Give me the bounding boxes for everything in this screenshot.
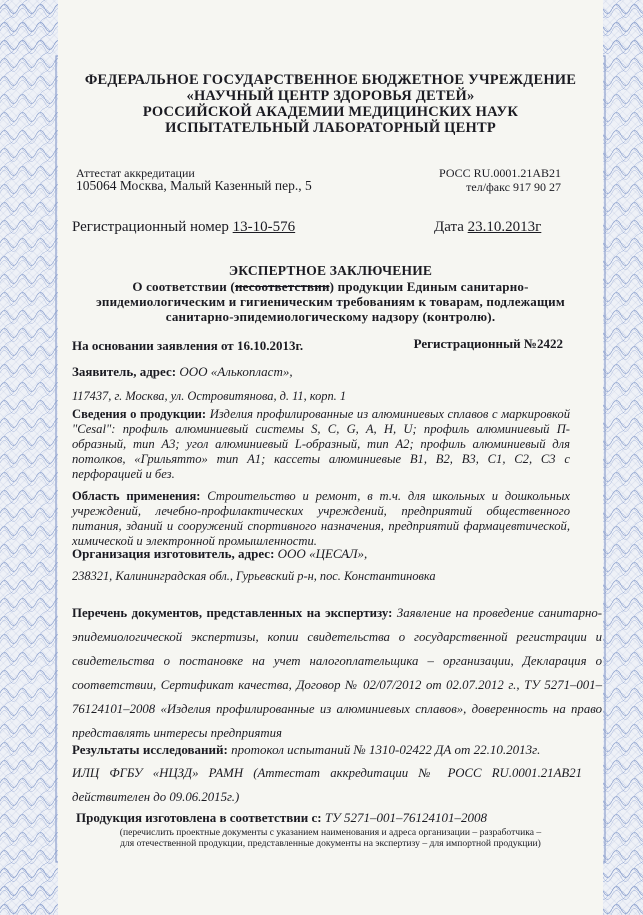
produced-label: Продукция изготовлена в соответствии с: (76, 810, 322, 825)
conclusion-subtitle-line2: эпидемиологическим и гигиеническим требованиям к товарам, подлежащим (96, 294, 565, 309)
registration-number-row (72, 219, 295, 236)
product-text: Изделия профилированные из алюминиевых сплавов с маркировкой "Cesal": профиль алюминиевый системы S, C, G, A, H, U; профиль алюминиевый П-образный, тип А3; угол алюминиевый L-образный, тип А2; профиль алюминиевый для потолков, «Грильятто» тип А1; кассеты алюминиевые В1, В2, В3, С1, С2, С3 с перфорацией и без. (72, 407, 571, 481)
manufacturer-name: ООО «ЦЕСАЛ», (277, 546, 368, 561)
applicant-label: Заявитель, адрес: (72, 364, 177, 379)
registration-number-label: Регистрационный номер (72, 219, 229, 235)
conclusion-sub-pre: О соответствии ( (132, 279, 235, 294)
results-lab-info (72, 761, 582, 809)
documents-text: Заявление на проведение санитарно-эпидемиологической экспертизы, копии свидетельства о государственной регистрации и свидетельства о постановке на учет налогоплательщика – организации, Декларация о соответствии, Сертификат качества, Договор № 02/07/2012 от 02.07.2012 г., ТУ 5271–001–76124101–2008 «Изделия профилированные из алюминиевых сплавов», доверенность на право представлять интересы предприятия (72, 606, 602, 740)
accreditation-label: Аттестат аккредитации (76, 166, 195, 180)
basis-text: На основании заявления от 16.10.2013г. (72, 338, 304, 353)
product-label: Сведения о продукции: (72, 407, 207, 421)
accreditation-number: РОСС RU.0001.21АВ21 (439, 166, 561, 180)
conclusion-subtitle-line1 (58, 279, 603, 295)
scope-info (72, 489, 570, 549)
org-name-line3: РОССИЙСКОЙ АКАДЕМИИ МЕДИЦИНСКИХ НАУК (142, 104, 519, 120)
results-text1: протокол испытаний № 1310-02422 ДА от 22.10.2013г. (231, 742, 541, 757)
manufacturer-address: 238321, Калининградская обл., Гурьевский р-н, пос. Константиновка (72, 569, 436, 583)
document-body (58, 0, 603, 915)
applicant-name: ООО «Алькопласт», (179, 364, 293, 379)
documents-label: Перечень документов, представленных на экспертизу: (72, 606, 393, 620)
documents-info (72, 601, 602, 745)
org-name-line1: ФЕДЕРАЛЬНОЕ ГОСУДАРСТВЕННОЕ БЮДЖЕТНОЕ УЧРЕЖДЕНИЕ (84, 72, 577, 88)
scope-text: Строительство и ремонт, в т.ч. для школьных и дошкольных учреждений, лечебно-профилактических учреждений, предприятий общественного питания, зданий и сооружений спортивного назначения, предприятий фармацевтической, химической и электронной промышленности. (72, 489, 570, 548)
results-row (72, 742, 540, 758)
product-info (72, 407, 570, 482)
results-label: Результаты исследований: (72, 742, 228, 757)
registration-date-value: 23.10.2013г (467, 219, 542, 235)
org-name-line2: «НАУЧНЫЙ ЦЕНТР ЗДОРОВЬЯ ДЕТЕЙ» (186, 88, 475, 104)
manufacturer-label: Организация изготовитель, адрес: (72, 546, 275, 561)
conclusion-title: ЭКСПЕРТНОЕ ЗАКЛЮЧЕНИЕ (228, 263, 433, 278)
conclusion-sub-struck: несоответствии (234, 279, 330, 294)
registration-date-label: Дата (434, 219, 464, 235)
manufacturer-row (72, 546, 367, 562)
org-address: 105064 Москва, Малый Казенный пер., 5 (76, 178, 312, 193)
produced-row (76, 810, 487, 826)
scope-label: Область применения: (72, 489, 201, 503)
produced-note-line1: (перечислить проектные документы с указанием наименования и адреса организации – разработчика – (119, 827, 542, 838)
applicant-address: 117437, г. Москва, ул. Островитянова, д. 11, корп. 1 (72, 389, 347, 403)
conclusion-subtitle-line3: санитарно-эпидемиологическому надзору (контролю). (165, 309, 496, 324)
registration-date-row (434, 219, 541, 236)
applicant-row (72, 364, 293, 380)
basis-reg-number: Регистрационный №2422 (413, 336, 563, 351)
produced-note-line2: для отечественной продукции, представленные документы на экспертизу – для импортной продукции) (120, 838, 541, 849)
conclusion-sub-post: ) продукции Единым санитарно- (329, 279, 529, 294)
results-text2: ИЛЦ ФГБУ «НЦЗД» РАМН (Аттестат аккредитации № РОСС RU.0001.21АВ21 действителен до 09.06.2015г.) (72, 766, 582, 804)
registration-number-value: 13-10-576 (232, 219, 296, 235)
org-name-line4: ИСПЫТАТЕЛЬНЫЙ ЛАБОРАТОРНЫЙ ЦЕНТР (165, 120, 496, 136)
org-phone: тел/факс 917 90 27 (466, 180, 561, 194)
produced-value: ТУ 5271–001–76124101–2008 (324, 810, 488, 825)
